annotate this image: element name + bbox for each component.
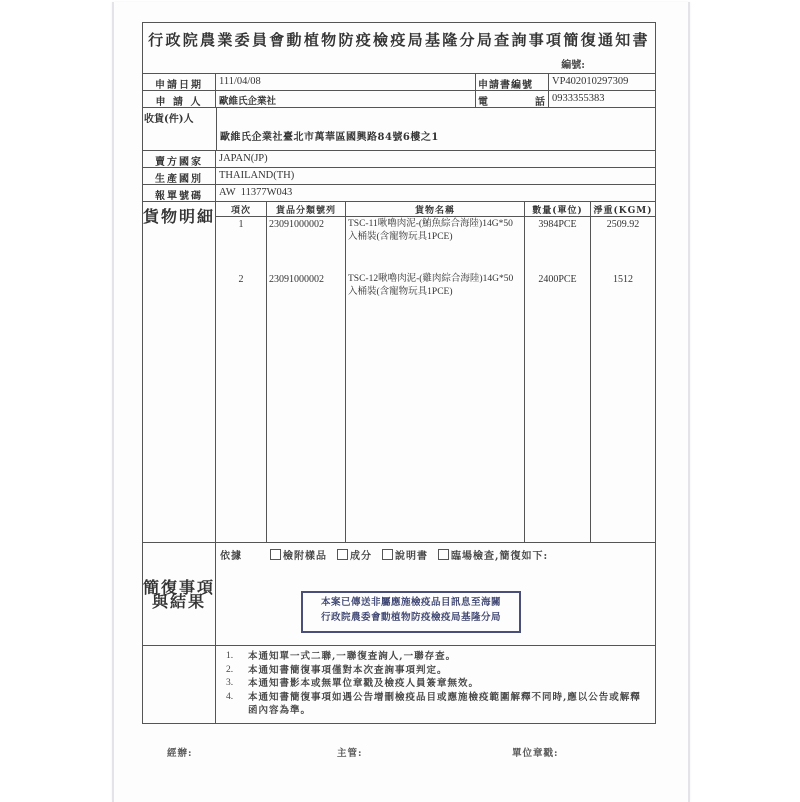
unit-seal-label: 單位章戳: [512,748,559,759]
col-header-quantity: 數量(單位) [525,202,591,216]
checkbox-ingredients[interactable] [337,549,348,560]
phone-value: 0933355383 [552,93,605,104]
notes-list [216,646,655,723]
note-item [222,691,649,718]
col-net-weight [591,217,655,542]
note-number: 3. [226,678,234,688]
note-number: 1. [226,651,234,661]
application-no-label: 申請書編號 [476,74,549,90]
consignee-value: 歐維氏企業社臺北市萬華區國興路84號6樓之1 [220,132,439,143]
applicant-label: 申 請 人 [143,91,216,107]
option-sample[interactable] [270,547,327,562]
col-item [216,217,267,542]
waybill-no-value: AW 11377W043 [219,187,293,198]
table-cell-name: TSC-11啾嚕肉泥-(鮪魚綜合海陸)14G*50入桶裝(含寵物玩具1PCE) [348,219,513,242]
col-header-item: 項次 [216,202,267,216]
table-cell-net-weight: 1512 [613,274,633,285]
application-date-value: 111/04/08 [216,74,476,90]
col-header-net-weight: 淨重(KGM) [593,206,653,216]
note-item [222,664,649,678]
goods-table-header [216,202,655,217]
note-number: 2. [226,664,234,675]
checkbox-onsite-inspection[interactable] [438,549,449,560]
option-manual[interactable] [382,547,428,562]
option-onsite-inspection-label: 臨場檢查,簡復如下: [451,551,549,562]
title-block [143,23,655,74]
note-text: 本通知書簡復事項僅對本次查詢事項判定。 [248,664,448,676]
reply-section [143,543,655,646]
official-stamp [301,591,521,633]
table-cell-net-weight: 2509.92 [606,219,640,230]
handler-signature-label: 經辦: [167,748,193,759]
stamp-line1: 本案已傳送非屬應施檢疫品目訊息至海關 [320,597,501,608]
option-ingredients[interactable] [337,547,372,562]
phone-label [476,91,549,107]
table-cell-quantity: 3984PCE [538,219,577,230]
checkbox-manual[interactable] [382,549,393,560]
row-applicant [143,91,655,108]
table-cell-name: TSC-12啾嚕肉泥-(雞肉綜合海陸)14G*50入桶裝(含寵物玩具1PCE) [348,274,514,297]
table-cell-hs-code: 23091000002 [269,274,324,285]
table-cell-item: 2 [238,274,244,285]
notice-form [142,22,656,724]
reply-label [143,543,216,645]
option-onsite-inspection[interactable] [438,547,548,562]
basis-label: 依據 [220,551,242,562]
table-cell-quantity: 2400PCE [538,274,577,285]
checkbox-sample[interactable] [270,549,281,560]
note-item [222,650,649,664]
phone-label-right: 話 [535,97,546,108]
goods-detail-label: 貨物明細 [143,202,216,542]
note-text: 本通知單一式二聯,一聯復查詢人,一聯存查。 [248,651,457,662]
supervisor-signature-label: 主管: [337,748,363,759]
col-quantity [525,217,591,542]
reply-label-line2: 與結果 [151,592,206,611]
origin-country-label: 生產國別 [143,168,216,184]
goods-table [216,202,655,542]
row-consignee [143,108,655,151]
note-item [222,677,649,691]
phone-label-left: 電 [478,97,489,108]
note-text: 本通知書影本或無單位章戳及檢疫人員簽章無效。 [248,678,480,689]
row-application-date [143,74,655,91]
table-cell-item: 1 [238,219,244,230]
note-number: 4. [226,691,234,702]
col-hs-code [267,217,346,542]
col-header-hs-code: 貨品分類號列 [267,202,346,216]
option-manual-label: 說明書 [395,551,428,562]
reply-label-line1: 簡復事項 [143,578,216,597]
origin-country-value: THAILAND(TH) [219,170,295,181]
note-text: 本通知書簡復事項如遇公告增刪檢疫品目或應施檢疫範圍解釋不同時,應以公告或解釋函內容為準。 [248,691,641,716]
goods-detail-section [143,202,655,543]
notes-section [143,646,655,723]
row-waybill-no [143,185,655,202]
application-date-label: 申請日期 [143,74,216,90]
waybill-no-label: 報單號碼 [143,185,216,201]
table-cell-hs-code: 23091000002 [269,219,324,230]
notes-label [143,646,216,723]
col-name [346,217,525,542]
reply-body [216,543,655,645]
goods-table-body [216,217,655,542]
consignee-label: 收貨(件)人 [143,108,217,150]
row-origin-country [143,168,655,185]
option-ingredients-label: 成分 [350,551,372,562]
seller-country-label: 賣方國家 [143,151,216,167]
applicant-value: 歐維氏企業社 [216,91,476,107]
stamp-line2: 行政院農委會動植物防疫檢疫局基隆分局 [320,612,501,623]
application-no-value: VP402010297309 [552,76,629,87]
basis-options [220,547,548,562]
seller-country-value: JAPAN(JP) [219,153,268,164]
document-title: 行政院農業委員會動植物防疫檢疫局基隆分局查詢事項簡復通知書 [148,31,650,49]
option-sample-label: 檢附樣品 [283,551,327,562]
row-seller-country [143,151,655,168]
col-header-name: 貨物名稱 [346,202,525,216]
serial-number-label: 編號: [561,60,585,71]
